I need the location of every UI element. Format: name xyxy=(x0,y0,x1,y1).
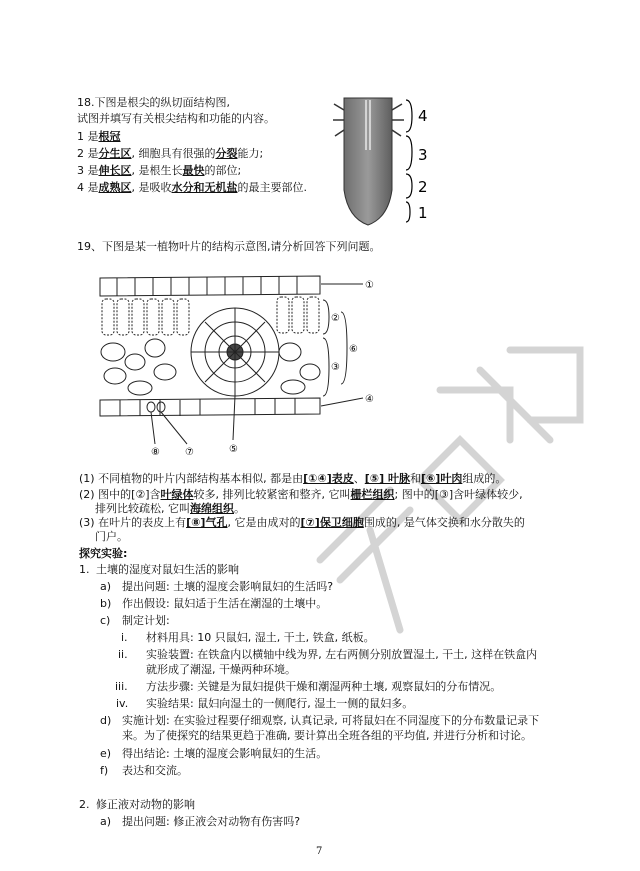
root-label-4: 4 xyxy=(418,107,428,125)
exp2-number: 2. xyxy=(79,798,90,811)
leaf-label-7: ⑦ xyxy=(185,447,194,458)
q18-line-2: 2 是分生区, 细胞具有很强的分裂能力; xyxy=(77,147,264,160)
exp1-a-label: a) xyxy=(100,580,112,593)
exp1-title: 土壤的湿度对鼠妇生活的影响 xyxy=(96,563,239,576)
q18-line-3: 3 是伸长区, 是根生长最快的部位; xyxy=(77,164,242,177)
exp1-b-label: b) xyxy=(100,597,112,610)
exp1-iii-text: 方法步骤: 关键是为鼠妇提供干燥和潮湿两种土壤, 观察鼠妇的分布情况。 xyxy=(146,680,502,693)
exp1-c-label: c) xyxy=(100,614,111,627)
root-label-1: 1 xyxy=(418,204,428,222)
exp1-f-label: f) xyxy=(100,764,109,777)
exp1-ii-label: ii. xyxy=(118,648,128,661)
explore-heading: 探究实验: xyxy=(79,547,128,560)
leaf-label-2: ② xyxy=(331,313,340,324)
exp1-a-text: 提出问题: 土壤的湿度会影响鼠妇的生活吗? xyxy=(122,580,334,593)
q18-line-4: 4 是成熟区, 是吸收水分和无机盐的最主要部位. xyxy=(77,181,307,194)
exp1-e-label: e) xyxy=(100,747,112,760)
q19-answer-2b: 排列比较疏松, 它叫海绵组织。 xyxy=(95,502,245,515)
q18-line-1: 1 是根冠 xyxy=(77,130,121,143)
leaf-label-5: ⑤ xyxy=(229,444,238,455)
exp1-ii-text: 实验装置: 在铁盒内以横轴中线为界, 左右两侧分别放置湿土, 干土, 这样在铁盒内 xyxy=(146,648,538,661)
exp1-d-label: d) xyxy=(100,714,112,727)
q19-answer-3b: 门户。 xyxy=(95,530,128,543)
exp2-a-label: a) xyxy=(100,815,112,828)
q19-answer-3: (3) 在叶片的表皮上有[⑧]气孔, 它是由成对的[⑦]保卫细胞围成的, 是气体交换和水分散失的 xyxy=(79,516,525,529)
exp1-i-text: 材料用具: 10 只鼠妇, 湿土, 干土, 铁盒, 纸板。 xyxy=(146,631,375,644)
exp1-f-text: 表达和交流。 xyxy=(122,764,188,777)
root-label-2: 2 xyxy=(418,178,428,196)
exp1-d-text: 实施计划: 在实验过程要仔细观察, 认真记录, 可将鼠妇在不同湿度下的分布数量记录下 xyxy=(122,714,540,727)
q19-answer-2: (2) 图中的[②]含叶绿体较多, 排列比较紧密和整齐, 它叫栅栏组织; 图中的[③]含叶绿体较少, xyxy=(79,488,523,501)
leaf-label-6: ⑥ xyxy=(349,344,358,355)
q19-title: 19、下图是某一植物叶片的结构示意图,请分析回答下列问题。 xyxy=(77,240,381,253)
exp1-iii-label: iii. xyxy=(115,680,128,693)
leaf-label-8: ⑧ xyxy=(151,447,160,458)
q19-answer-1: (1) 不同植物的叶片内部结构基本相似, 都是由[①④]表皮、[⑤] 叶脉和[⑥]叶肉组成的。 xyxy=(79,472,507,485)
q18-title: 18.下图是根尖的纵切面结构图, xyxy=(77,96,230,109)
exp1-e-text: 得出结论: 土壤的湿度会影响鼠妇的生活。 xyxy=(122,747,328,760)
exp2-a-text: 提出问题: 修正液会对动物有伤害吗? xyxy=(122,815,301,828)
exp1-number: 1. xyxy=(79,563,90,576)
leaf-label-1: ① xyxy=(365,280,374,291)
exp1-ii-text2: 就形成了潮湿, 干燥两种环境。 xyxy=(146,663,296,676)
leaf-label-4: ④ xyxy=(365,394,374,405)
leaf-label-3: ③ xyxy=(331,362,340,373)
page-number: 7 xyxy=(316,846,323,857)
exp1-i-label: i. xyxy=(121,631,128,644)
exp2-title: 修正液对动物的影响 xyxy=(96,798,195,811)
leaf-structure-figure xyxy=(95,272,385,460)
q18-subtitle: 试图并填写有关根尖结构和功能的内容。 xyxy=(77,112,275,125)
exp1-iv-label: iv. xyxy=(116,697,129,710)
root-label-3: 3 xyxy=(418,146,428,164)
exp1-c-text: 制定计划: xyxy=(122,614,170,627)
exp1-iv-text: 实验结果: 鼠妇向湿土的一侧爬行, 湿土一侧的鼠妇多。 xyxy=(146,697,414,710)
exp1-d-text2: 来。为了使探究的结果更趋于准确, 要计算出全班各组的平均值, 并进行分析和讨论。 xyxy=(122,729,532,742)
root-tip-figure xyxy=(330,90,450,230)
exp1-b-text: 作出假设: 鼠妇适于生活在潮湿的土壤中。 xyxy=(122,597,328,610)
